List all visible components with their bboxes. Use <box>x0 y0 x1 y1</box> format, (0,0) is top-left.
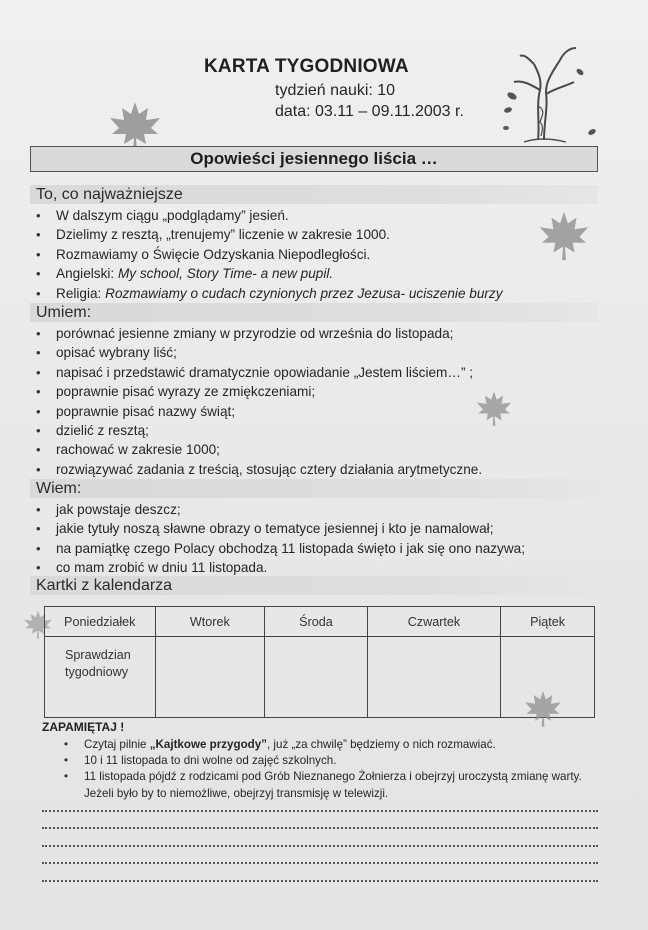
list-item: • jakie tytuły noszą sławne obrazy o tematyce jesiennej i kto je namalował; <box>34 519 525 538</box>
list-item: • co mam zrobić w dniu 11 listopada. <box>34 558 525 577</box>
subject-label: Angielski: <box>56 266 118 282</box>
calendar-cell-tuesday <box>155 637 265 718</box>
list-item: • Dzielimy z resztą, „trenujemy” liczenie w zakresie 1000. <box>34 225 503 244</box>
section-heading-knowledge: Wiem: <box>30 479 598 498</box>
calendar-cell-thursday <box>367 637 500 718</box>
list-item: • opisać wybrany liść; <box>34 343 482 362</box>
list-item: • W dalszym ciągu „podglądamy” jesień. <box>34 206 503 225</box>
topic-banner: Opowieści jesiennego liścia … <box>30 146 598 172</box>
day-header: Piątek <box>501 607 595 637</box>
autumn-tree-icon <box>494 36 606 148</box>
week-number: tydzień nauki: 10 <box>275 82 396 99</box>
maple-leaf-icon <box>474 388 514 428</box>
list-item: • Rozmawiamy o Święcie Odzyskania Niepodległości. <box>34 245 503 264</box>
list-item: • rachować w zakresie 1000; <box>34 440 482 459</box>
writing-line <box>42 827 598 829</box>
writing-line <box>42 862 598 864</box>
cell-text: tygodniowy <box>65 665 129 679</box>
date-range: data: 03.11 – 09.11.2003 r. <box>275 103 464 120</box>
item-text: Czytaj pilnie <box>84 738 150 751</box>
list-item: • poprawnie pisać nazwy świąt; <box>34 402 482 421</box>
important-list <box>34 206 503 303</box>
maple-leaf-icon <box>522 688 564 728</box>
section-heading-important: To, co najważniejsze <box>30 185 598 204</box>
subject-label: Religia: <box>56 285 106 301</box>
remember-heading: ZAPAMIĘTAJ ! <box>42 720 125 734</box>
section-heading-calendar: Kartki z kalendarza <box>30 576 598 595</box>
section-heading-skills: Umiem: <box>30 303 598 322</box>
list-item <box>34 264 503 283</box>
skills-list <box>34 324 482 479</box>
list-item <box>34 284 503 303</box>
list-item: • jak powstaje deszcz; <box>34 500 525 519</box>
calendar-cell-wednesday <box>265 637 368 718</box>
item-text: , już „za chwilę” będziemy o nich rozmawiać. <box>266 738 496 751</box>
list-item <box>60 737 600 753</box>
page-title: KARTA TYGODNIOWA <box>204 56 409 77</box>
day-header: Środa <box>265 607 368 637</box>
calendar-cell-monday <box>45 637 156 718</box>
day-header: Wtorek <box>155 607 265 637</box>
writing-line <box>42 845 598 847</box>
table-row <box>45 637 595 718</box>
day-header: Poniedziałek <box>45 607 156 637</box>
list-item: • na pamiątkę czego Polacy obchodzą 11 listopada święto i jak się ono nazywa; <box>34 539 525 558</box>
list-item: • rozwiązywać zadania z treścią, stosując cztery działania arytmetyczne. <box>34 460 482 479</box>
list-item: • 10 i 11 listopada to dni wolne od zajęć szkolnych. <box>60 753 600 769</box>
list-item: • dzielić z resztą; <box>34 421 482 440</box>
cell-text: Sprawdzian <box>65 648 131 662</box>
knowledge-list <box>34 500 525 578</box>
list-item: • porównać jesienne zmiany w przyrodzie od września do listopada; <box>34 324 482 343</box>
table-header-row <box>45 607 595 637</box>
list-item: • 11 listopada pójdź z rodzicami pod Grób Nieznanego Żołnierza i obejrzyj uroczystą zmianę warty. Jeżeli było by to niemożliwe, obejrzyj transmisję w telewizji. <box>60 769 600 801</box>
writing-line <box>42 810 598 812</box>
subject-detail: My school, Story Time- a new pupil. <box>117 266 334 282</box>
subject-detail: Rozmawiamy o cudach czynionych przez Jezusa- uciszenie burzy <box>105 285 503 301</box>
day-header: Czwartek <box>367 607 500 637</box>
remember-list <box>60 737 600 802</box>
maple-leaf-icon <box>536 208 592 262</box>
calendar-table <box>44 606 595 718</box>
writing-line <box>42 880 598 882</box>
list-item: • napisać i przedstawić dramatycznie opowiadanie „Jestem liściem…” ; <box>34 363 482 382</box>
book-title: „Kajtkowe przygody” <box>149 738 267 751</box>
list-item: • poprawnie pisać wyrazy ze zmiękczeniami; <box>34 382 482 401</box>
